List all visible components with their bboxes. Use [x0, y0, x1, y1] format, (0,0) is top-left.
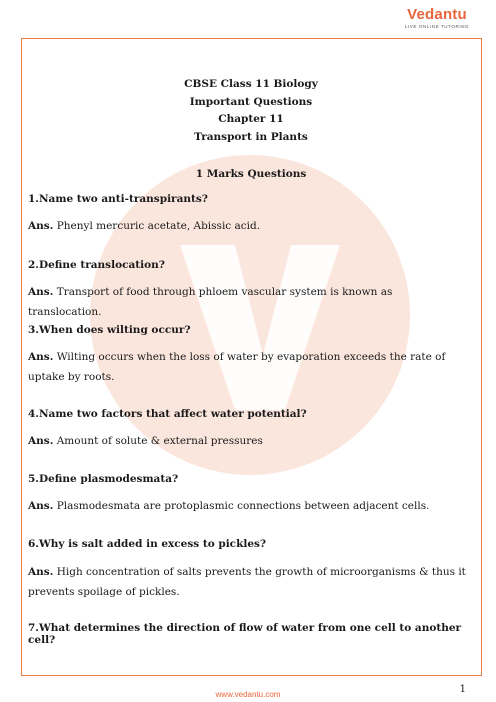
answer-4	[28, 431, 468, 451]
vedantu-logo	[400, 6, 474, 29]
answer-1	[28, 216, 468, 236]
document-subtitle: Important Questions	[189, 96, 313, 108]
answer-5	[28, 496, 468, 516]
answer-text: Transport of food through phloem vascular system is known as translocation.	[28, 286, 393, 318]
chapter-number: Chapter 11	[218, 113, 284, 125]
answer-3	[28, 347, 468, 387]
ans-label: Ans.	[28, 351, 54, 363]
footer-url-link[interactable]: www.vedantu.com	[215, 690, 281, 699]
question-2: 2.Define translocation?	[28, 259, 165, 271]
question-5: 5.Define plasmodesmata?	[28, 473, 179, 485]
ans-label: Ans.	[28, 500, 54, 512]
question-4: 4.Name two factors that affect water potential?	[28, 408, 307, 420]
answer-6	[28, 562, 468, 602]
ans-label: Ans.	[28, 566, 54, 578]
question-3: 3.When does wilting occur?	[28, 324, 191, 336]
logo-tagline: LIVE ONLINE TUTORING	[404, 24, 470, 29]
question-7: 7.What determines the direction of flow of water from one cell to another cell?	[28, 622, 462, 646]
answer-text: High concentration of salts prevents the growth of microorganisms & thus it prevents spoilage of pickles.	[28, 566, 466, 598]
answer-text: Wilting occurs when the loss of water by evaporation exceeds the rate of uptake by roots.	[28, 351, 446, 383]
board-class-title: CBSE Class 11 Biology	[184, 78, 318, 90]
answer-text: Amount of solute & external pressures	[56, 435, 263, 447]
ans-label: Ans.	[28, 286, 54, 298]
question-1: 1.Name two anti-transpirants?	[28, 193, 208, 205]
ans-label: Ans.	[28, 435, 54, 447]
answer-2	[28, 282, 468, 322]
answer-text: Plasmodesmata are protoplasmic connections between adjacent cells.	[56, 500, 430, 512]
chapter-title: Transport in Plants	[194, 131, 308, 143]
logo-wordmark: Vedantu	[407, 6, 467, 23]
answer-text: Phenyl mercuric acetate, Abissic acid.	[56, 220, 261, 232]
section-title: 1 Marks Questions	[195, 168, 307, 180]
page-number: 1	[459, 684, 466, 695]
ans-label: Ans.	[28, 220, 54, 232]
question-6: 6.Why is salt added in excess to pickles?	[28, 538, 267, 550]
